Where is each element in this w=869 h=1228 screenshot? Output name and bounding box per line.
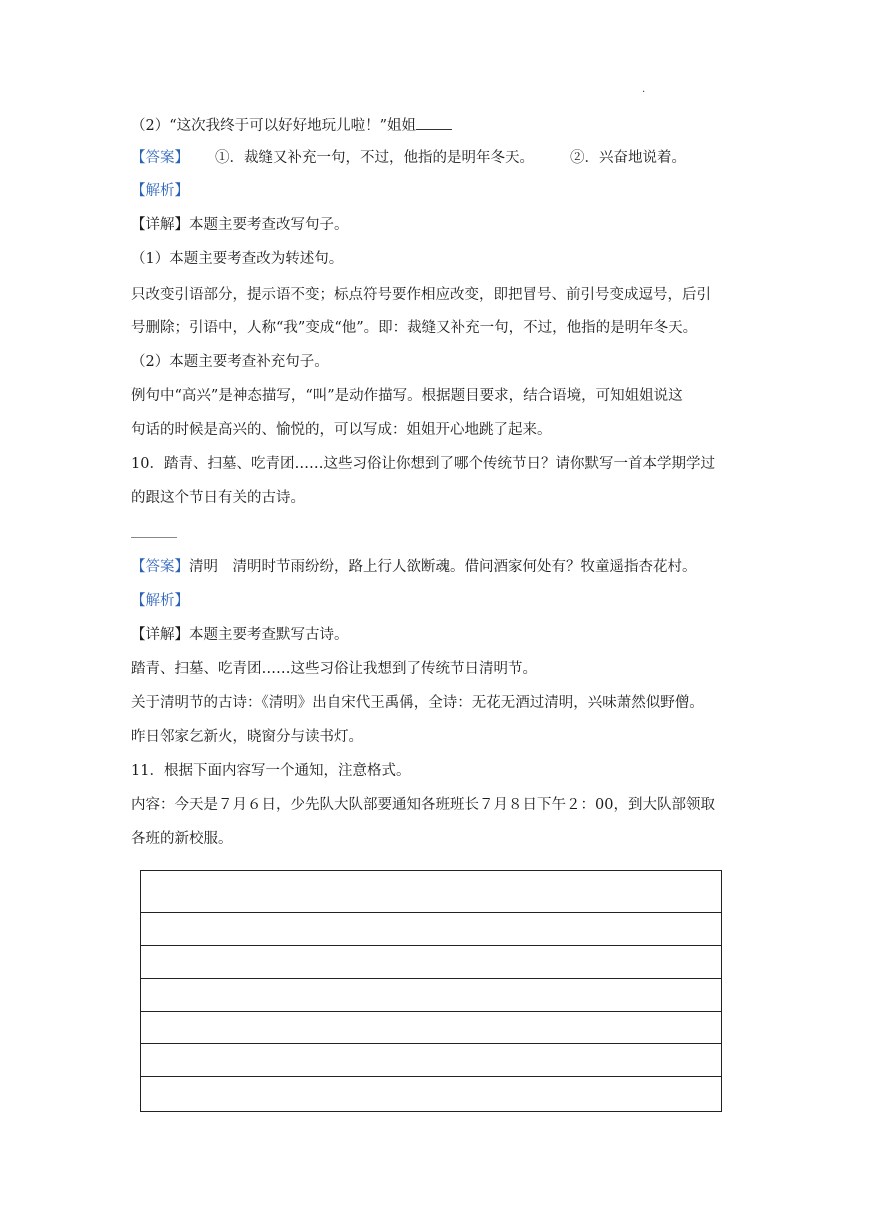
q10-analysis-label: 【解析】 (131, 593, 189, 609)
q10-answer-line (131, 557, 697, 577)
q9-sub1-line2: 号删除；引语中，人称“我”变成“他”。即：裁缝又补充一句，不过，他指的是明年冬天。 (131, 320, 698, 336)
q10-detail-1: 踏青、扫墓、吃青团……这些习俗让我想到了传统节日清明节。 (131, 661, 537, 677)
q9-sub1-line1: 只改变引语部分，提示语不变；标点符号要作相应改变，即把冒号、前引号变成逗号，后引 (131, 287, 711, 303)
q10-answer-text: 清明 清明时节雨纷纷，路上行人欲断魂。借问酒家何处有？牧童遥指杏花村。 (189, 559, 697, 575)
q10-detail: 【详解】本题主要考查默写古诗。 (131, 627, 349, 643)
q9-sub2-line2: 句话的时候是高兴的、愉悦的，可以写成：姐姐开心地跳了起来。 (131, 422, 552, 438)
grid-line (141, 945, 721, 946)
q9-detail: 【详解】本题主要考查改写句子。 (131, 217, 349, 233)
q11-line1: 11．根据下面内容写一个通知，注意格式。 (131, 763, 411, 779)
q9-answer-1: ①．裁缝又补充一句，不过，他指的是明年冬天。 (215, 150, 534, 166)
q9-analysis-label: 【解析】 (131, 183, 189, 199)
answer-blank (416, 115, 452, 130)
grid-line (141, 978, 721, 979)
notice-writing-grid[interactable] (140, 870, 722, 1112)
q9-part2-question-text: （2）“这次我终于可以好好地玩儿啦！”姐姐 (131, 118, 417, 134)
q9-answer-line (131, 148, 686, 168)
corner-mark: . (642, 84, 646, 95)
answer-label: 【答案】 (131, 559, 189, 575)
q9-answer-2: ②．兴奋地说着。 (570, 150, 686, 166)
q11-line2: 内容：今天是７月６日，少先队大队部要通知各班班长７月８日下午２：00，到大队部领取 (131, 797, 715, 813)
answer-label: 【答案】 (131, 150, 189, 166)
q10-line1: 10．踏青、扫墓、吃青团……这些习俗让你想到了哪个传统节日？请你默写一首本学期学过 (131, 456, 715, 472)
q9-sub1-title: （1）本题主要考查改为转述句。 (131, 251, 344, 267)
grid-line (141, 1011, 721, 1012)
q10-detail-2: 关于清明节的古诗：《清明》出自宋代王禹偁，全诗：无花无酒过清明，兴味萧然似野僧。 (131, 695, 704, 711)
q10-line2: 的跟这个节日有关的古诗。 (131, 490, 305, 506)
grid-line (141, 912, 721, 913)
q9-sub2-line1: 例句中“高兴”是神态描写，“叫”是动作描写。根据题目要求，结合语境，可知姐姐说这 (131, 388, 683, 404)
q11-line3: 各班的新校服。 (131, 831, 233, 847)
q9-sub2-title: （2）本题主要考查补充句子。 (131, 354, 329, 370)
grid-line (141, 1043, 721, 1044)
q10-detail-3: 昨日邻家乞新火，晓窗分与读书灯。 (131, 729, 363, 745)
grid-line (141, 1076, 721, 1077)
q10-answer-blank (131, 537, 177, 538)
q9-part2-question (131, 115, 452, 136)
